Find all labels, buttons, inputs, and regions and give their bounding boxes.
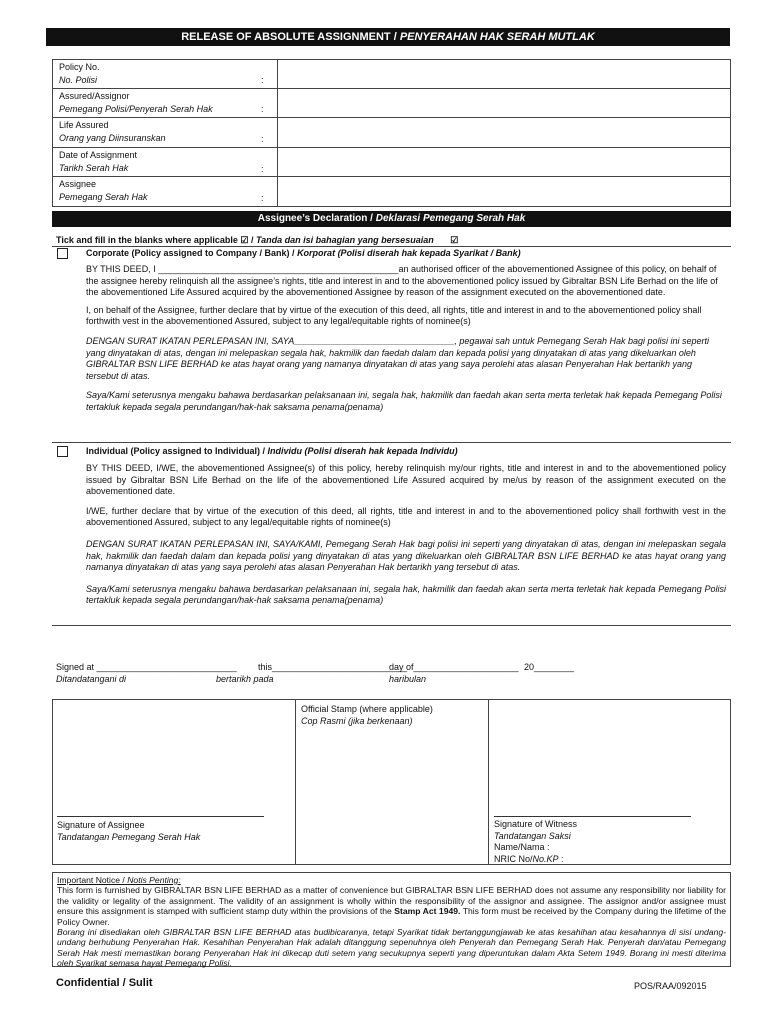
corporate-heading — [86, 248, 521, 258]
individual-heading — [86, 446, 458, 456]
assignee-signature-label-ms: Tandatangan Pemegang Serah Hak — [57, 832, 201, 842]
assignee-label-ms: Pemegang Serah Hak — [59, 191, 148, 202]
title-bar — [46, 28, 730, 46]
individual-checkbox[interactable] — [57, 446, 68, 457]
corporate-p3: DENGAN SURAT IKATAN PERLEPASAN INI, SAYA________________________________, pegawai sah untuk Pemegang Serah Hak bagi polisi ini seperti yang dinyatakan di atas, dengan ini melepaskan segala hak, hakmilik dan faedah dalam dan kepada polisi yang dinyatakan di atas yang dikeluarkan oleh GIBRALTAR BSN LIFE BERHAD ke atas hayat orang yang namanya dinyatakan di atas yang saya perolehi atas alasan Penyerahan Hak bertarikh yang tersebut di atas. — [86, 335, 710, 381]
assignor-label-ms: Pemegang Polisi/Penyerah Serah Hak — [59, 103, 213, 114]
policy-no-label-ms: No. Polisi — [59, 74, 98, 85]
signature-box — [52, 699, 731, 865]
corporate-p4: Saya/Kami seterusnya mengaku bahawa berdasarkan pelaksanaan ini, segala hak, hakmilik dan faedah akan serta merta terletak hak kepada Pemegang Polisi tertakluk kepada segala perundangan/hak-hak saksama penama(penama) — [86, 390, 722, 412]
assignee-signature-label: Signature of Assignee — [57, 820, 145, 830]
individual-heading-en: Individual (Policy assigned to Individual) / — [86, 446, 266, 456]
tick-instruction-ms: Tanda dan isi bahagian yang bersesuaian — [255, 235, 434, 245]
corporate-checkbox[interactable] — [57, 248, 68, 259]
individual-body — [86, 463, 726, 607]
day-of-label-ms: haribulan — [389, 674, 427, 684]
colon: : — [261, 104, 264, 114]
year-field[interactable]: 20________ — [524, 662, 575, 672]
corporate-heading-en: Corporate (Policy assigned to Company / Bank) / — [86, 248, 295, 258]
assignee-label: Assignee — [59, 179, 97, 189]
individual-p4: Saya/Kami seterusnya mengaku bahawa berdasarkan pelaksanaan ini, segala hak, hakmilik dan faedah akan serta merta terletak hak kepada Pemegang Polisi tertakluk kepada segala perundangan/hak-hak saksama penama(penama) — [86, 583, 726, 606]
individual-p2: I/WE, further declare that by virtue of the execution of this deed, all rights, title and interest in and to the abovementioned policy shall forthwith vest in the abovementioned Assured, subject to any legal/equitable rights of nominee(s) — [86, 505, 726, 528]
corporate-p2: I, on behalf of the Assignee, further declare that by virtue of the execution of this deed, all rights, title and interest in and to the abovementioned policy shall forthwith vest in the abovementioned Assured, subject to any legal/equitable rights of nominee(s) — [86, 304, 702, 327]
corporate-heading-ms: Korporat (Polisi diserah hak kepada Syarikat / Bank) — [297, 248, 521, 258]
colon: : — [261, 164, 264, 174]
important-notice — [52, 872, 731, 967]
life-assured-label-ms: Orang yang Diinsuranskan — [59, 132, 166, 143]
life-assured-label: Life Assured — [59, 120, 109, 130]
title-ms: PENYERAHAN HAK SERAH MUTLAK — [399, 31, 595, 43]
official-stamp-label-ms: Cop Rasmi (jika berkenaan) — [301, 716, 413, 726]
footer-form-code: POS/RAA/092015 — [634, 981, 707, 991]
witness-nric-field[interactable] — [494, 854, 577, 866]
notice-en — [57, 885, 726, 927]
date-label-ms: Tarikh Serah Hak — [59, 162, 129, 173]
assignee-signature-line[interactable] — [57, 816, 264, 817]
policy-no-label: Policy No. — [59, 62, 100, 72]
individual-heading-ms: Individu (Polisi diserah hak kepada Individu) — [267, 446, 458, 456]
footer-confidential: Confidential / Sulit — [56, 977, 153, 989]
nric-label-ms: No.KP — [532, 853, 559, 864]
this-label-ms: bertarikh pada — [216, 674, 274, 684]
individual-p3: DENGAN SURAT IKATAN PERLEPASAN INI, SAYA/KAMI, Pemegang Serah Hak bagi polisi ini seperti yang dinyatakan di atas, dengan ini melepaskan segala hak, hakmilik dan faedah dalam dan kepada polisi yang dinyatakan di atas yang dikeluarkan oleh GIBRALTAR BSN LIFE BERHAD ke atas hayat orang yang namanya dinyatakan di atas yang saya perolehi atas alasan Penyerahan Hak bertarikh yang tersebut di atas. — [86, 538, 726, 573]
signed-at-label-ms: Ditandatangani di — [56, 674, 127, 684]
notice-ms: Borang ini disediakan oleh GIBRALTAR BSN LIFE BERHAD atas budibicaranya, tetapi Syarikat tidak bertanggungjawab ke atas kesahihan atau kesahannya di sisi undang-undang berhubung Penyerahan Hak. Kesahihan Penyerahan Hak adalah ditanggung sepenuhnya oleh Penyerah dan Pemegang Serah Hak. Penyerah dan/atau Pemegang Serah Hak mesti memastikan borang Penyerahan Hak ini dikecap duti setem yang secukupnya seperti yang diperuntukan dalam Akta Setem 1949. Borang ini mesti diterima oleh Syarikat semasa hayat Pemegang Polisi. — [57, 927, 726, 969]
checkbox-example-icon: ☑ — [450, 235, 459, 245]
colon: : — [261, 75, 264, 85]
this-field[interactable]: this___________________________ — [258, 662, 408, 672]
day-of-field[interactable]: day of_____________________ — [389, 662, 519, 672]
declaration-header-ms: Deklarasi Pemegang Serah Hak — [375, 213, 526, 224]
witness-signature-line[interactable] — [494, 816, 691, 817]
info-value-fields[interactable] — [279, 60, 729, 206]
title-en: RELEASE OF ABSOLUTE ASSIGNMENT / — [181, 31, 397, 43]
colon: : — [261, 134, 264, 144]
nric-label: NRIC No/ — [494, 853, 533, 864]
individual-p1: BY THIS DEED, I/WE, the abovementioned Assignee(s) of this policy, hereby relinquish my/our rights, title and interest in and to the abovementioned policy issued by Gibraltar BSN Life Berhad on the life of the abovementioned Life Assured acquired by me/us by reason of the assignment executed on the abovementioned date. — [86, 463, 726, 497]
signed-at-field[interactable]: Signed at ____________________________ — [56, 662, 237, 672]
tick-instruction — [56, 235, 458, 246]
assignor-label: Assured/Assignor — [59, 91, 130, 101]
witness-signature-label-ms: Tandatangan Saksi — [494, 830, 571, 841]
declaration-header-en: Assignee’s Declaration / — [257, 213, 373, 224]
corporate-body — [86, 264, 726, 414]
tick-instruction-en: Tick and fill in the blanks where applicable ☑ / — [56, 235, 254, 245]
nric-colon: : — [558, 853, 564, 864]
notice-title-ms: Notis Penting: — [127, 875, 181, 885]
date-label: Date of Assignment — [59, 150, 138, 160]
witness-signature-label: Signature of Witness — [494, 819, 578, 829]
stamp-act: Stamp Act 1949. — [394, 906, 461, 917]
colon: : — [261, 193, 264, 203]
policy-info-table — [52, 59, 731, 207]
notice-en-text: This form is furnished by GIBRALTAR BSN LIFE BERHAD as a matter of convenience but GIBRALTAR BSN LIFE BERHAD does not assume any responsibility nor liability for the validity or legality of the assignment. The validity of an assignment is wholly within the responsibility of the assignor and assignee. The assignor and/or assignee must ensure this assignment is stamped with sufficient stamp duty within the provisions of the — [57, 885, 726, 917]
notice-en-text2: This form must be received by the Company during the lifetime of the Policy Owner. — [57, 906, 726, 927]
corporate-p1: BY THIS DEED, I ________________________________________________an authorised officer of the abovementioned Assignee of this policy, on behalf of the assignee hereby relinquish all the assignee’s rights, title and interest in and to the abovementioned policy issued by Gibraltar BSN Life Berhad on the life of the abovementioned Life Assured acquired by the abovementioned Assignee by reason of the assignment executed on the abovementioned date. — [86, 264, 718, 298]
official-stamp-label: Official Stamp (where applicable) — [301, 704, 433, 714]
notice-title-en: Important Notice / — [57, 875, 125, 885]
notice-title — [57, 875, 726, 885]
witness-name-field[interactable]: Name/Nama : — [494, 842, 550, 852]
declaration-header — [52, 211, 731, 227]
official-stamp-area[interactable] — [301, 703, 433, 727]
